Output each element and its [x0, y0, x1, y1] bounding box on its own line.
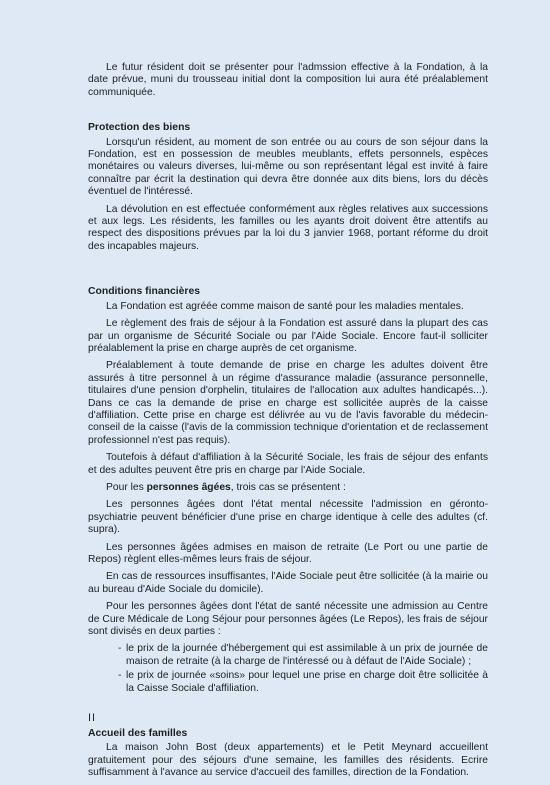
conditions-paragraph-9: Pour les personnes âgées dont l'état de santé nécessite une admission au Centre de Cure Médicale de Long Séjour pour personnes âgées (Le Repos), les frais de séjour sont divisés en deux parties :	[88, 601, 488, 638]
intro-paragraph: Le futur résident doit se présenter pour l'admssion effective à la Fondation, à la date prévue, muni du trousseau initial dont la composition lui aura été préalablement communiquée.	[88, 62, 488, 98]
section-heading-protection: Protection des biens	[88, 122, 191, 134]
p5-text-after: , trois cas se présentent :	[230, 481, 346, 493]
p5-text-before: Pour les	[106, 481, 147, 493]
conditions-paragraph-8: En cas de ressources insuffisantes, l'Aide Sociale peut être sollicitée (à la mairie ou au bureau d'Aide Sociale du domicile).	[88, 571, 488, 595]
protection-paragraph-2: La dévolution en est effectuée conformément aux règles relatives aux successions et aux legs. Les résidents, les familles ou les ayants droit doivent être attentifs au respect des dispositions prévues par la loi du 3 janvier 1968, portant réforme du droit des incapables majeurs.	[88, 203, 488, 252]
section-heading-conditions: Conditions financières	[88, 286, 201, 298]
list-item: - le prix de la journée d'hébergement qui est assimilable à un prix de journée de maison de retraite (à la charge de l'intéressé ou à défaut de l'Aide Sociale) ;	[118, 643, 488, 668]
section-heading-accueil: Accueil des familles	[88, 728, 188, 740]
conditions-paragraph-6: Les personnes âgées dont l'état mental nécessite l'admission en géronto-psychiatrie peuvent bénéficier d'une prise en charge identique à celle des adultes (cf. supra).	[88, 499, 488, 536]
accueil-paragraph-1: La maison John Bost (deux appartements) et le Petit Meynard accueillent gratuitement pour des séjours d'une semaine, les familles des résidents. Ecrire suffisamment à l'avance au service d'accueil des familles, direction de la Fondation.	[88, 742, 488, 779]
conditions-paragraph-1: La Fondation est agréée comme maison de santé pour les maladies mentales.	[106, 300, 464, 312]
document-body	[88, 62, 488, 785]
p5-bold-term: personnes âgées	[146, 481, 231, 493]
conditions-paragraph-2: Le règlement des frais de séjour à la Fondation est assuré dans la plupart des cas par un organisme de Sécurité Sociale ou par l'Aide Sociale. Encore faut-il solliciter préalablement la prise en charge auprès de cet organisme.	[88, 318, 488, 354]
conditions-paragraph-7: Les personnes âgées admises en maison de retraite (Le Port ou une partie de Repos) règlent elles-mêmes leurs frais de séjour.	[88, 541, 488, 565]
page-number: II	[88, 712, 97, 724]
conditions-paragraph-5	[88, 482, 488, 494]
conditions-paragraph-4: Toutefois à défaut d'affiliation à la Sécurité Sociale, les frais de séjour des enfants et des adultes peuvent être pris en charge par l'Aide Sociale.	[88, 452, 488, 476]
protection-paragraph-1: Lorsqu'un résident, au moment de son entrée ou au cours de son séjour dans la Fondation, est en possession de meubles meublants, effets personnels, espèces monétaires ou valeurs diverses, lui-même ou son représentant légal est invité à faire connaître par écrit la destination qui devra être donnée aux dits biens, lors du décès éventuel de l'intéressé.	[88, 136, 488, 198]
fees-list	[88, 643, 488, 695]
conditions-paragraph-3: Préalablement à toute demande de prise en charge les adultes doivent être assurés à titre personnel à un régime d'assurance maladie (assurance personnelle, titulaires d'une pension d'orphelin, titulaires de l'allocation aux adultes handicapés...). Dans ce cas la demande de prise en charge est sollicitée auprès de la caisse d'affiliation. Cette prise en charge est délivrée au vu de l'avis favorable du médecin-conseil de la caisse (l'avis de la commission technique d'orientation et de reclassement professionnel n'est pas requis).	[88, 360, 488, 446]
list-item: - le prix de journée «soins» pour lequel une prise en charge doit être sollicitée à la Caisse Sociale d'affiliation.	[118, 670, 488, 695]
